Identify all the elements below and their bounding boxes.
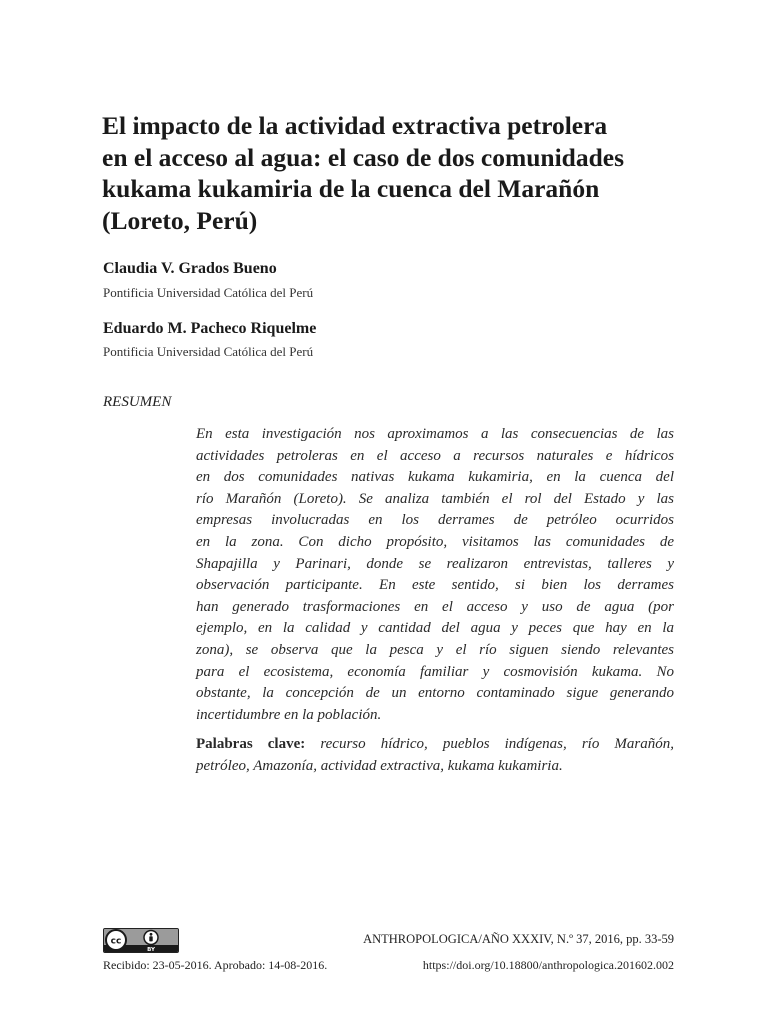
abstract-line: empresas involucradas en los derrames de petróleo ocurridos xyxy=(196,512,674,529)
received-approved-dates: Recibido: 23-05-2016. Aprobado: 14-08-2016. xyxy=(103,958,328,972)
abstract-heading: RESUMEN xyxy=(103,394,172,410)
abstract-line: para el ecosistema, economía familiar y cosmovisión kukama. No xyxy=(196,663,674,680)
article-title-line: El impacto de la actividad extractiva petrolera xyxy=(102,111,608,140)
author-affiliation-2: Pontificia Universidad Católica del Perú xyxy=(103,344,314,359)
article-title-line: kukama kukamiria de la cuenca del Marañón xyxy=(102,174,600,203)
abstract-line: actividades petroleras en el acceso a recursos naturales e hídricos xyxy=(196,447,674,464)
abstract-line: río Marañón (Loreto). Se analiza también el rol del Estado y las xyxy=(196,490,674,507)
abstract-line: han generado trasformaciones en el acceso y uso de agua (por xyxy=(196,598,674,615)
by-text: BY xyxy=(147,947,155,952)
abstract-body xyxy=(196,424,674,726)
keywords-list: recurso hídrico, pueblos indígenas, río Marañón, xyxy=(320,736,674,752)
abstract-line: obstante, la concepción de un entorno contaminado sigue generando xyxy=(196,685,674,702)
author-name-1: Claudia V. Grados Bueno xyxy=(103,260,277,277)
creative-commons-by-icon[interactable] xyxy=(103,928,179,953)
journal-citation: ANTHROPOLOGICA/AÑO XXXIV, N.º 37, 2016, pp. 33-59 xyxy=(363,932,674,946)
keywords-line xyxy=(196,734,674,756)
doi-link[interactable]: https://doi.org/10.18800/anthropologica.201602.002 xyxy=(422,958,674,972)
abstract-line: zona), se observa que la pesca y el río siguen siendo relevantes xyxy=(196,641,674,658)
abstract-line: incertidumbre en la población. xyxy=(196,706,382,723)
abstract-line: observación participante. En este sentido, si bien los derrames xyxy=(196,577,674,594)
keywords xyxy=(196,734,674,777)
abstract-line: ejemplo, en la calidad y cantidad del agua y peces que hay en la xyxy=(196,620,674,637)
article-title xyxy=(102,110,702,236)
author-affiliation-1: Pontificia Universidad Católica del Perú xyxy=(103,285,314,300)
abstract-line: en la zona. Con dicho propósito, visitamos las comunidades de xyxy=(196,533,674,550)
keywords-list-continued: petróleo, Amazonía, actividad extractiva, kukama kukamiria. xyxy=(196,757,563,774)
keywords-label: Palabras clave: xyxy=(196,736,306,752)
article-title-line: (Loreto, Perú) xyxy=(102,205,258,235)
abstract-line: Shapajilla y Parinari, donde se realizaron entrevistas, talleres y xyxy=(196,555,674,572)
abstract-line: en dos comunidades nativas kukama kukamiria, en la cuenca del xyxy=(196,469,674,486)
cc-text: cc xyxy=(110,936,122,947)
article-title-line: en el acceso al agua: el caso de dos comunidades xyxy=(102,142,625,172)
author-name-2: Eduardo M. Pacheco Riquelme xyxy=(103,320,317,337)
abstract-line: En esta investigación nos aproximamos a las consecuencias de las xyxy=(196,426,674,442)
